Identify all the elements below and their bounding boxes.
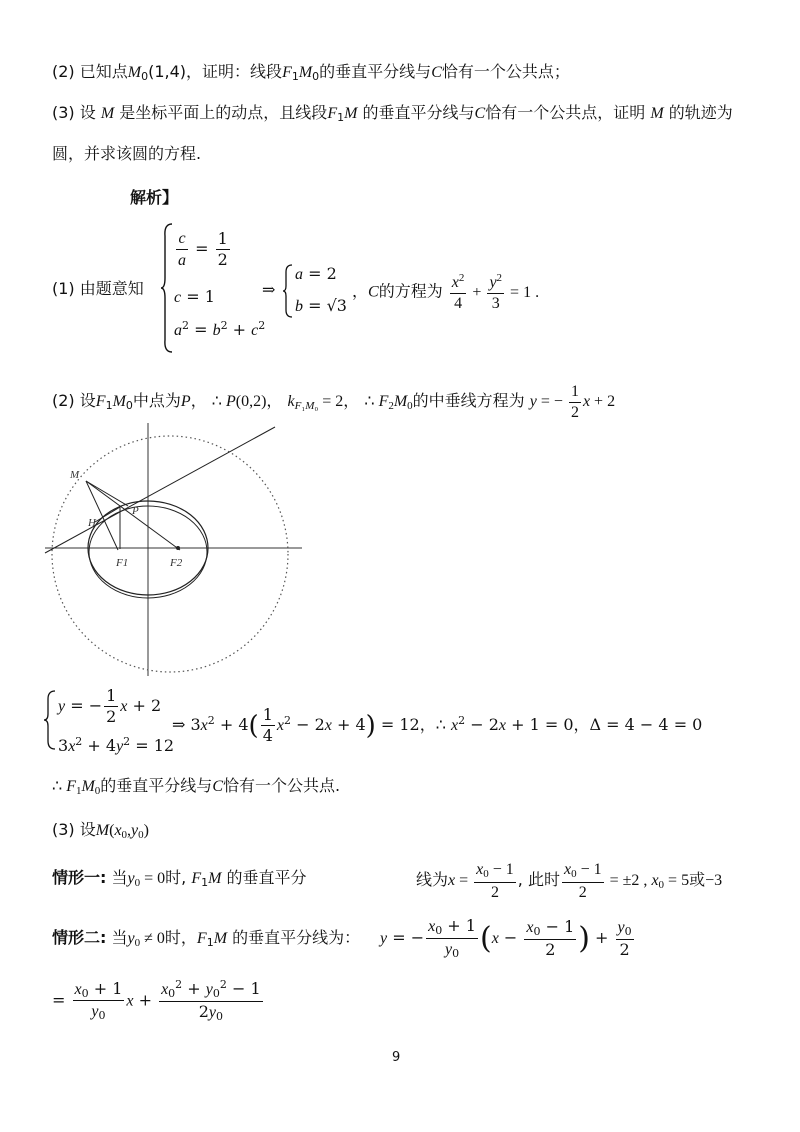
system-3-eq1: y = − $\frac{1}{2}$ x + 2	[58, 686, 162, 726]
system-brace-1	[160, 222, 174, 354]
system-1-eq2: c = 1	[174, 287, 215, 306]
conclusion-2: ∴ $F_1M_0$的垂直平分线与C恰有一个公共点.	[52, 776, 341, 797]
implies-arrow-1: ⇒	[262, 280, 276, 299]
label-f1: F1	[116, 557, 129, 569]
question-3-number: (3)	[52, 103, 75, 122]
question-3: (3) 设 M 是坐标平面上的动点，且线段$F_1M$ 的垂直平分线与C恰有一个公共点，证明 M 的轨迹为	[52, 103, 733, 124]
system-1-eq3: $a^2 = b^2 + c^2$	[174, 319, 266, 339]
system-2-eq2: b = √3	[295, 296, 347, 315]
case-2-equation: y = − $\frac{x_0 + 1}{y_0}$ (x − $\frac{x_0 - 1}{2}$ ) + $\frac{y_0}{2}$	[380, 916, 632, 960]
case-1-label: 情形一:	[52, 868, 107, 887]
page-number: 9	[392, 1050, 401, 1065]
substitution-result: ⇒ $3x^2 + 4$( $\frac{1}{4}$ $x^2 - 2x + 4) = 12$，∴ $x^2 - 2x + 1 = 0$，Δ = 4 − 4 = 0	[172, 705, 703, 745]
question-3-cont: 圆，并求该圆的方程.	[52, 144, 202, 163]
question-2-number: (2)	[52, 62, 75, 81]
label-f2: F2	[170, 557, 183, 569]
case-1-cont: 线为x = $\frac{x_0 - 1}{2}$ , 此时 $\frac{x_0 - 1}{2}$ = ±2 , $x_0 = 5$或−3	[416, 861, 723, 901]
label-h: H	[88, 517, 96, 529]
point-f2	[176, 546, 180, 550]
case-1: 情形一: 当$y_0 = 0$时, $F_1M$ 的垂直平分	[52, 868, 307, 889]
system-brace-2	[283, 264, 293, 318]
system-2-eq1: a = 2	[295, 264, 337, 283]
tangent-line	[45, 427, 275, 553]
solution-2: (2) 设$F_1M_0$中点为P， ∴ P(0,2)， $k_{F_1M_0} = 2$， ∴ $F_2M_0$的中垂线方程为 y = − $\frac{1}{2}$ x + 2	[52, 383, 616, 421]
solution-3: (3) 设$M(x_0,y_0)$	[52, 820, 149, 841]
system-3-eq2: $3x^2 + 4y^2 = 12$	[58, 735, 175, 755]
solution-heading: 解析】	[130, 188, 179, 207]
ellipse-equation: ，C的方程为 $\frac{x^2}{4}$ + $\frac{y^2}{3}$ = 1 .	[352, 272, 540, 312]
label-p: P	[132, 505, 139, 517]
geometry-figure	[40, 418, 340, 678]
case-2: 情形二: 当$y_0 \ne 0$时，$F_1M$ 的垂直平分线为：	[52, 928, 361, 949]
locus-circle	[52, 436, 288, 672]
question-2: (2) 已知点$M_0(1,4)$，证明：线段$F_1M_0$的垂直平分线与C恰有一个公共点；	[52, 62, 570, 83]
system-brace-3	[44, 690, 56, 750]
label-m: M	[70, 469, 80, 481]
system-1-eq1: $\frac{c}{a}$ = $\frac{1}{2}$	[178, 229, 228, 269]
case-2-simplified: = $\frac{x_0 + 1}{y_0}$ x + $\frac{x_0^2 + y_0^2 - 1}{2y_0}$	[52, 978, 261, 1023]
solution-1-label: (1) 由题意知	[52, 279, 144, 298]
case-2-label: 情形二:	[52, 928, 107, 947]
